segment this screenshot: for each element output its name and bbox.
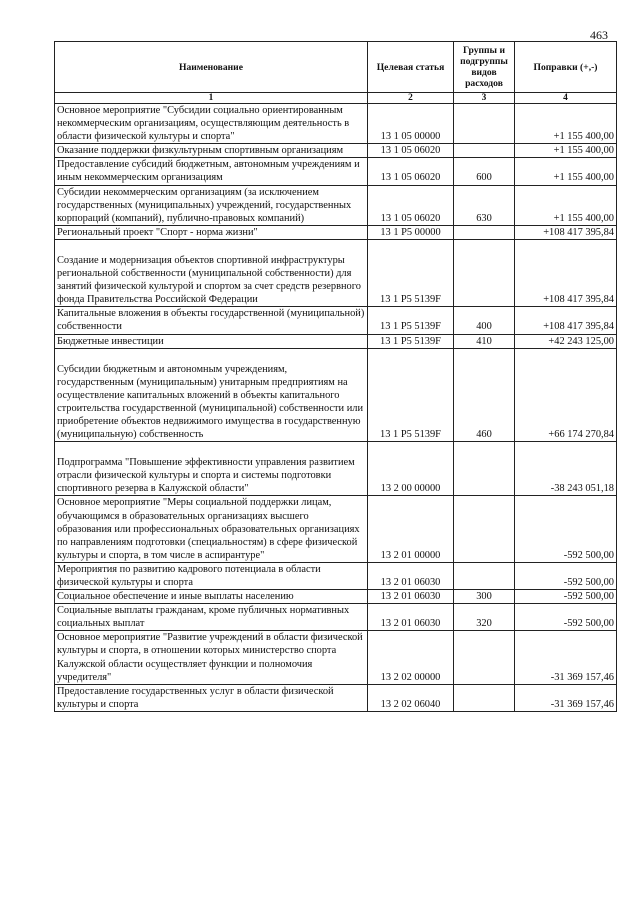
- page-number: 463: [590, 28, 608, 42]
- row-name: Мероприятия по развитию кадрового потенциала в области физической культуры и спорта: [55, 562, 368, 589]
- row-amendment: +1 155 400,00: [515, 185, 617, 225]
- row-expense-group: [454, 562, 515, 589]
- row-amendment: -31 369 157,46: [515, 684, 617, 711]
- table-row: [55, 442, 617, 496]
- header-amendments: Поправки (+,-): [515, 42, 617, 93]
- row-expense-group: [454, 496, 515, 562]
- row-target-article: 13 1 P5 00000: [368, 225, 454, 239]
- row-name: Создание и модернизация объектов спортивной инфраструктуры региональной собственности (муниципальной собственности) для занятий физической культурой и спортом за счет средств резервного фонда Правительства Российской Федерации: [55, 239, 368, 306]
- row-expense-group: 320: [454, 604, 515, 631]
- row-expense-group: 460: [454, 348, 515, 442]
- column-number: 1: [55, 93, 368, 104]
- row-name: Субсидии бюджетным и автономным учреждениям, государственным (муниципальным) унитарным предприятиям на осуществление капитальных вложений в объекты капитального строительства государственной (муниципальной) собственности или приобретение объектов недвижимого имущества в государственную (муниципальную) собственность: [55, 348, 368, 442]
- row-target-article: 13 2 02 00000: [368, 631, 454, 684]
- table-row: [55, 496, 617, 562]
- row-expense-group: 410: [454, 334, 515, 348]
- table-row: [55, 144, 617, 158]
- row-target-article: 13 1 05 06020: [368, 158, 454, 185]
- row-name: Социальное обеспечение и иные выплаты населению: [55, 590, 368, 604]
- table-row: [55, 684, 617, 711]
- row-expense-group: 630: [454, 185, 515, 225]
- row-expense-group: [454, 144, 515, 158]
- column-number: 2: [368, 93, 454, 104]
- row-target-article: 13 2 01 00000: [368, 496, 454, 562]
- row-expense-group: 400: [454, 307, 515, 334]
- header-expense-groups: Группы и подгруппы видов расходов: [454, 42, 515, 93]
- row-target-article: 13 1 P5 5139F: [368, 307, 454, 334]
- row-name: Предоставление субсидий бюджетным, автономным учреждениям и иным некоммерческим организациям: [55, 158, 368, 185]
- row-expense-group: [454, 442, 515, 496]
- row-target-article: 13 1 P5 5139F: [368, 334, 454, 348]
- row-name: Предоставление государственных услуг в области физической культуры и спорта: [55, 684, 368, 711]
- row-amendment: +1 155 400,00: [515, 144, 617, 158]
- row-target-article: 13 1 P5 5139F: [368, 348, 454, 442]
- row-name: Бюджетные инвестиции: [55, 334, 368, 348]
- row-amendment: -38 243 051,18: [515, 442, 617, 496]
- table-row: [55, 225, 617, 239]
- header-row: [55, 42, 617, 93]
- row-amendment: -592 500,00: [515, 496, 617, 562]
- row-target-article: 13 1 05 06020: [368, 185, 454, 225]
- row-target-article: 13 2 01 06030: [368, 590, 454, 604]
- row-target-article: 13 1 P5 5139F: [368, 239, 454, 306]
- column-number: 3: [454, 93, 515, 104]
- row-expense-group: [454, 225, 515, 239]
- row-name: Региональный проект "Спорт - норма жизни": [55, 225, 368, 239]
- row-amendment: +108 417 395,84: [515, 225, 617, 239]
- table-row: [55, 158, 617, 185]
- row-amendment: +1 155 400,00: [515, 158, 617, 185]
- row-expense-group: [454, 684, 515, 711]
- row-target-article: 13 1 05 06020: [368, 144, 454, 158]
- header-target-article: Целевая статья: [368, 42, 454, 93]
- row-name: Основное мероприятие "Развитие учреждений в области физической культуры и спорта, в отношении которых министерство спорта Калужской области осуществляет функции и полномочия учредителя": [55, 631, 368, 684]
- table-row: [55, 604, 617, 631]
- row-target-article: 13 2 02 06040: [368, 684, 454, 711]
- header-name: Наименование: [55, 42, 368, 93]
- row-name: Оказание поддержки физкультурным спортивным организациям: [55, 144, 368, 158]
- table-row: [55, 348, 617, 442]
- row-expense-group: [454, 239, 515, 306]
- table-row: [55, 590, 617, 604]
- row-target-article: 13 2 01 06030: [368, 604, 454, 631]
- row-expense-group: 600: [454, 158, 515, 185]
- row-name: Субсидии некоммерческим организациям (за исключением государственных (муниципальных) учреждений, государственных корпораций (компаний), публично-правовых компаний): [55, 185, 368, 225]
- column-number: 4: [515, 93, 617, 104]
- table-row: [55, 631, 617, 684]
- row-name: Основное мероприятие "Субсидии социально ориентированным некоммерческим организациям, осуществляющим деятельность в области физической культуры и спорта": [55, 104, 368, 144]
- row-amendment: +1 155 400,00: [515, 104, 617, 144]
- row-amendment: -31 369 157,46: [515, 631, 617, 684]
- row-target-article: 13 2 01 06030: [368, 562, 454, 589]
- table-row: [55, 104, 617, 144]
- row-expense-group: [454, 104, 515, 144]
- table-row: [55, 239, 617, 306]
- column-number-row: [55, 93, 617, 104]
- row-name: Капитальные вложения в объекты государственной (муниципальной) собственности: [55, 307, 368, 334]
- budget-table: [54, 41, 617, 712]
- row-amendment: -592 500,00: [515, 590, 617, 604]
- row-amendment: -592 500,00: [515, 562, 617, 589]
- row-name: Социальные выплаты гражданам, кроме публичных нормативных социальных выплат: [55, 604, 368, 631]
- row-amendment: +108 417 395,84: [515, 239, 617, 306]
- row-amendment: -592 500,00: [515, 604, 617, 631]
- row-target-article: 13 2 00 00000: [368, 442, 454, 496]
- row-amendment: +108 417 395,84: [515, 307, 617, 334]
- row-amendment: +66 174 270,84: [515, 348, 617, 442]
- row-target-article: 13 1 05 00000: [368, 104, 454, 144]
- table-row: [55, 307, 617, 334]
- row-expense-group: [454, 631, 515, 684]
- row-expense-group: 300: [454, 590, 515, 604]
- row-name: Основное мероприятие "Меры социальной поддержки лицам, обучающимся в образовательных организациях высшего образования или профессиональных образовательных организациях по направлениям подготовки (специальностям) в сфере физической культуры и спорта, в том числе в аспирантуре": [55, 496, 368, 562]
- table-row: [55, 562, 617, 589]
- table-row: [55, 185, 617, 225]
- row-amendment: +42 243 125,00: [515, 334, 617, 348]
- row-name: Подпрограмма "Повышение эффективности управления развитием отрасли физической культуры и спорта и системы подготовки спортивного резерва в Калужской области": [55, 442, 368, 496]
- table-row: [55, 334, 617, 348]
